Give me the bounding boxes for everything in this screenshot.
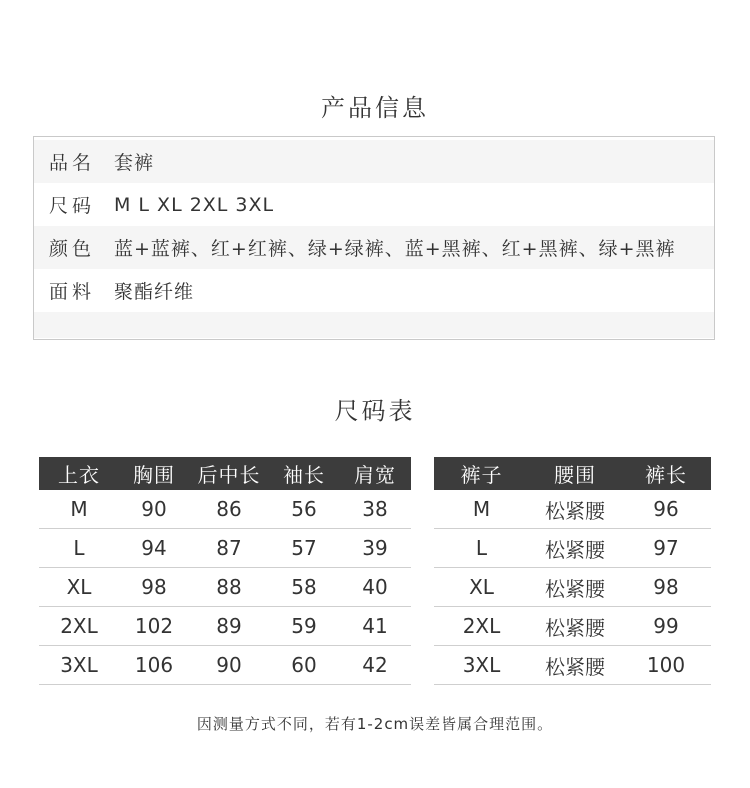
- info-label: 颜色: [49, 238, 96, 260]
- table-cell: 42: [339, 646, 411, 685]
- info-value: 聚酯纤维: [114, 281, 195, 303]
- table-header: 肩宽: [339, 457, 411, 490]
- table-row: [39, 568, 411, 607]
- info-row-fabric: [34, 269, 714, 312]
- table-cell: 松紧腰: [529, 568, 621, 607]
- info-value: 套裤: [114, 152, 155, 174]
- info-row-color: [34, 226, 714, 269]
- table-cell: L: [39, 529, 119, 568]
- table-header-row: [39, 457, 411, 490]
- table-cell: 98: [621, 568, 711, 607]
- table-cell: 96: [621, 490, 711, 529]
- table-cell: 56: [269, 490, 339, 529]
- product-info-title: 产品信息: [321, 94, 429, 122]
- table-header: 腰围: [529, 457, 621, 490]
- table-cell: 59: [269, 607, 339, 646]
- info-label: 品名: [49, 152, 96, 174]
- table-row: [434, 490, 711, 529]
- table-cell: 106: [119, 646, 189, 685]
- table-cell: L: [434, 529, 529, 568]
- info-label: 尺码: [49, 195, 96, 217]
- info-row-empty: [34, 312, 714, 338]
- table-cell: 102: [119, 607, 189, 646]
- table-cell: 88: [189, 568, 269, 607]
- table-cell: 86: [189, 490, 269, 529]
- table-cell: 97: [621, 529, 711, 568]
- product-info-box: [33, 136, 715, 340]
- table-cell: 94: [119, 529, 189, 568]
- table-cell: XL: [434, 568, 529, 607]
- table-cell: 松紧腰: [529, 646, 621, 685]
- table-cell: 60: [269, 646, 339, 685]
- table-row: [39, 529, 411, 568]
- table-cell: 98: [119, 568, 189, 607]
- table-row: [434, 529, 711, 568]
- info-label: 面料: [49, 281, 96, 303]
- info-row-size: [34, 183, 714, 226]
- table-cell: 松紧腰: [529, 529, 621, 568]
- table-row: [434, 607, 711, 646]
- table-cell: 38: [339, 490, 411, 529]
- table-cell: 57: [269, 529, 339, 568]
- table-row: [434, 568, 711, 607]
- table-cell: XL: [39, 568, 119, 607]
- table-cell: 40: [339, 568, 411, 607]
- table-row: [434, 646, 711, 685]
- table-cell: M: [39, 490, 119, 529]
- table-cell: 39: [339, 529, 411, 568]
- table-header: 上衣: [39, 457, 119, 490]
- table-cell: 松紧腰: [529, 490, 621, 529]
- table-cell: 99: [621, 607, 711, 646]
- table-cell: 3XL: [434, 646, 529, 685]
- info-value: M L XL 2XL 3XL: [114, 193, 275, 216]
- info-row-name: [34, 140, 714, 183]
- table-cell: 3XL: [39, 646, 119, 685]
- top-size-table: [39, 457, 411, 685]
- table-row: [39, 646, 411, 685]
- measurement-footnote: 因测量方式不同，若有1-2cm误差皆属合理范围。: [196, 715, 554, 733]
- table-cell: M: [434, 490, 529, 529]
- table-header: 裤子: [434, 457, 529, 490]
- table-header: 后中长: [189, 457, 269, 490]
- table-cell: 2XL: [434, 607, 529, 646]
- table-cell: 87: [189, 529, 269, 568]
- table-header: 裤长: [621, 457, 711, 490]
- table-cell: 松紧腰: [529, 607, 621, 646]
- table-row: [39, 607, 411, 646]
- table-cell: 2XL: [39, 607, 119, 646]
- pants-size-table: [434, 457, 711, 685]
- table-cell: 100: [621, 646, 711, 685]
- size-chart-title: 尺码表: [334, 397, 416, 425]
- table-header: 胸围: [119, 457, 189, 490]
- table-cell: 90: [119, 490, 189, 529]
- table-header: 袖长: [269, 457, 339, 490]
- table-header-row: [434, 457, 711, 490]
- info-value: 蓝+蓝裤、红+红裤、绿+绿裤、蓝+黑裤、红+黑裤、绿+黑裤: [114, 238, 676, 260]
- table-cell: 90: [189, 646, 269, 685]
- table-cell: 89: [189, 607, 269, 646]
- table-row: [39, 490, 411, 529]
- table-cell: 41: [339, 607, 411, 646]
- table-cell: 58: [269, 568, 339, 607]
